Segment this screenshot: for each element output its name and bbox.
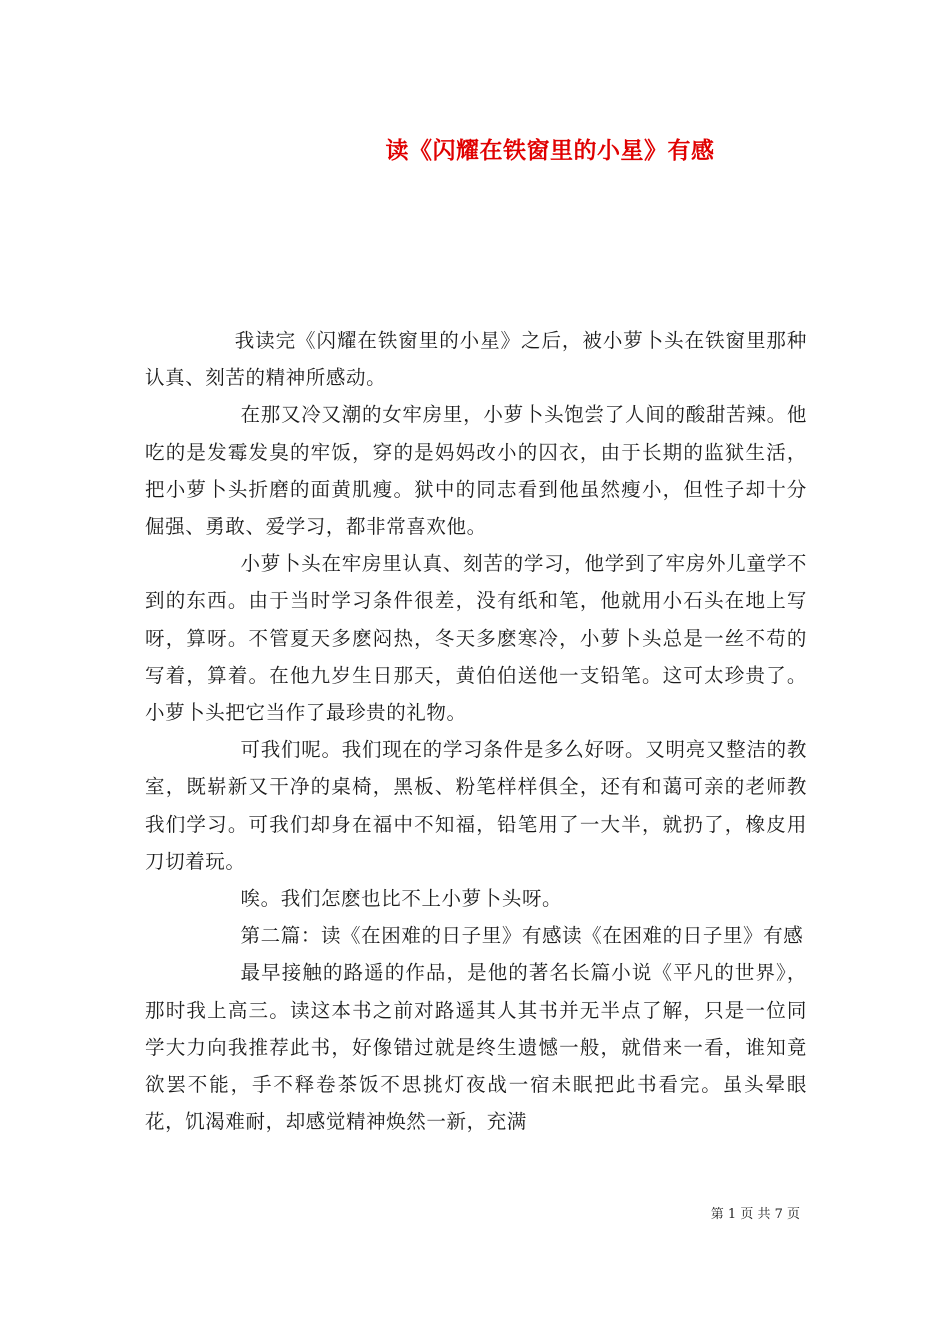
paragraph-6-section-heading: 第二篇：读《在困难的日子里》有感读《在困难的日子里》有感 bbox=[240, 924, 804, 948]
document-title: 读《闪耀在铁窗里的小星》有感 bbox=[385, 137, 715, 164]
paragraph-1: 我读完《闪耀在铁窗里的小星》之后，被小萝卜头在铁窗里那种认真、刻苦的精神所感动。 bbox=[145, 329, 807, 390]
paragraph-4: 可我们呢。我们现在的学习条件是多么好呀。又明亮又整洁的教室，既崭新又干净的桌椅，黑板、粉笔样样俱全，还有和蔼可亲的老师教我们学习。可我们却身在福中不知福，铅笔用了一大半，就扔了，橡皮用刀切着玩。 bbox=[145, 738, 807, 873]
page-number-footer: 第 1 页 共 7 页 bbox=[710, 1207, 800, 1222]
paragraph-7: 最早接触的路遥的作品，是他的著名长篇小说《平凡的世界》，那时我上高三。读这本书之前对路遥其人其书并无半点了解，只是一位同学大力向我推荐此书，好像错过就是终生遗憾一般，就借来一看，谁知竟欲罢不能，手不释卷茶饭不思挑灯夜战一宿未眠把此书看完。虽头晕眼花，饥渴难耐，却感觉精神焕然一新，充满 bbox=[145, 961, 807, 1134]
paragraph-2: 在那又冷又潮的女牢房里，小萝卜头饱尝了人间的酸甜苦辣。他吃的是发霉发臭的牢饭，穿的是妈妈改小的囚衣，由于长期的监狱生活，把小萝卜头折磨的面黄肌瘦。狱中的同志看到他虽然瘦小，但性子却十分倔强、勇敢、爱学习，都非常喜欢他。 bbox=[145, 403, 807, 539]
paragraph-5: 唉。我们怎麽也比不上小萝卜头呀。 bbox=[240, 887, 563, 911]
document-body bbox=[145, 322, 807, 1140]
paragraph-3: 小萝卜头在牢房里认真、刻苦的学习，他学到了牢房外儿童学不到的东西。由于当时学习条件很差，没有纸和笔，他就用小石头在地上写呀，算呀。不管夏天多麽闷热，冬天多麽寒冷，小萝卜头总是一丝不苟的写着，算着。在他九岁生日那天，黄伯伯送他一支铅笔。这可太珍贵了。小萝卜头把它当作了最珍贵的礼物。 bbox=[145, 552, 807, 725]
